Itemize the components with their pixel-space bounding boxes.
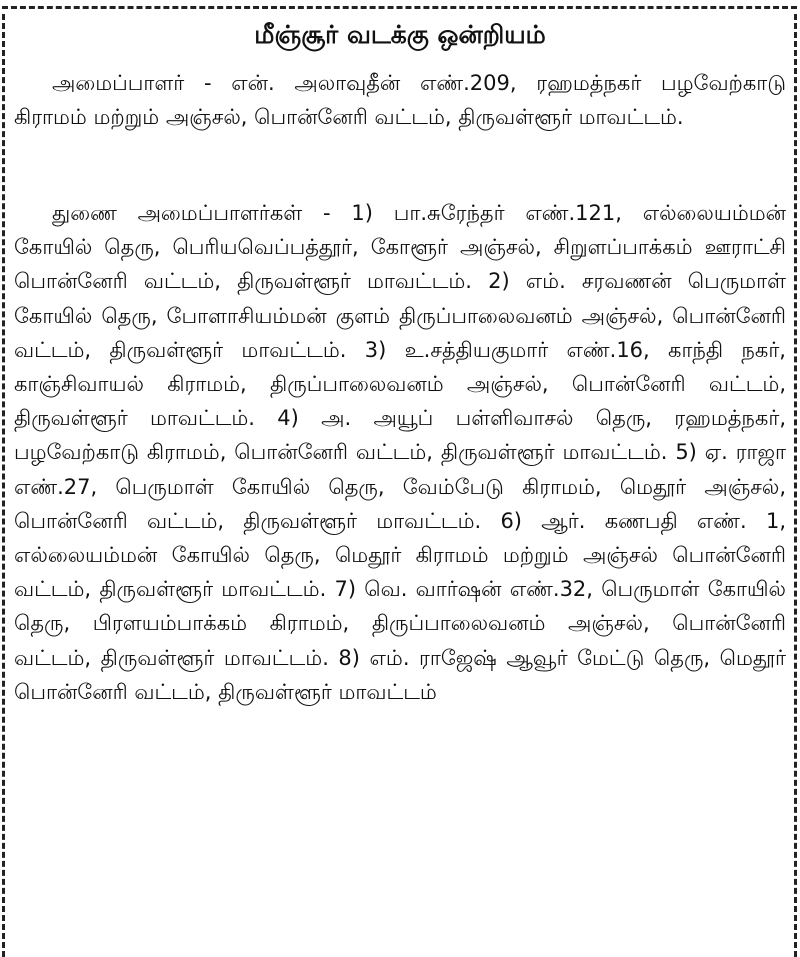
organiser-paragraph: அமைப்பாளர் - என். அலாவுதீன் எண்.209, ரஹமத்நகர் பழவேற்காடு கிராமம் மற்றும் அஞ்சல், பொன்னேரி வட்டம், திருவள்ளூர் மாவட்டம். [14, 71, 786, 130]
section-title: மீஞ்சூர் வடக்கு ஒன்றியம் [254, 20, 546, 49]
dashed-border-left [2, 14, 5, 957]
dashed-border-top [2, 6, 797, 9]
paragraph-block-1 [14, 66, 786, 134]
dashed-border-right [794, 14, 797, 957]
deputy-organisers-paragraph: துணை அமைப்பாளர்கள் - 1) பா.சுரேந்தர் எண்.121, எல்லையம்மன் கோயில் தெரு, பெரியவெப்பத்தூர், கோளூர் அஞ்சல், சிறுளப்பாக்கம் ஊராட்சி பொன்னேரி வட்டம், திருவள்ளூர் மாவட்டம். 2) எம். சரவணன் பெருமாள் கோயில் தெரு, போளாசியம்மன் குளம் திருப்பாலைவனம் அஞ்சல், பொன்னேரி வட்டம், திருவள்ளூர் மாவட்டம். 3) உ.சத்தியகுமார் எண்.16, காந்தி நகர், காஞ்சிவாயல் கிராமம், திருப்பாலைவனம் அஞ்சல், பொன்னேரி வட்டம், திருவள்ளூர் மாவட்டம். 4) அ. அயூப் பள்ளிவாசல் தெரு, ரஹமத்நகர், பழவேற்காடு கிராமம், பொன்னேரி வட்டம், திருவள்ளூர் மாவட்டம். 5) ஏ. ராஜா எண்.27, பெருமாள் கோயில் தெரு, வேம்பேடு கிராமம், மெதூர் அஞ்சல், பொன்னேரி வட்டம், திருவள்ளூர் மாவட்டம். 6) ஆர். கணபதி எண். 1, எல்லையம்மன் கோயில் தெரு, மெதூர் கிராமம் மற்றும் அஞ்சல் பொன்னேரி வட்டம், திருவள்ளூர் மாவட்டம். 7) வெ. வார்ஷன் எண்.32, பெருமாள் கோயில் தெரு, பிரளயம்பாக்கம் கிராமம், திருப்பாலைவனம் அஞ்சல், பொன்னேரி வட்டம், திருவள்ளூர் மாவட்டம். 8) எம். ராஜேஷ் ஆவூர் மேட்டு தெரு, மெதூர் பொன்னேரி வட்டம், திருவள்ளூர் மாவட்டம் [14, 201, 786, 704]
paragraph-block-2 [14, 196, 786, 709]
